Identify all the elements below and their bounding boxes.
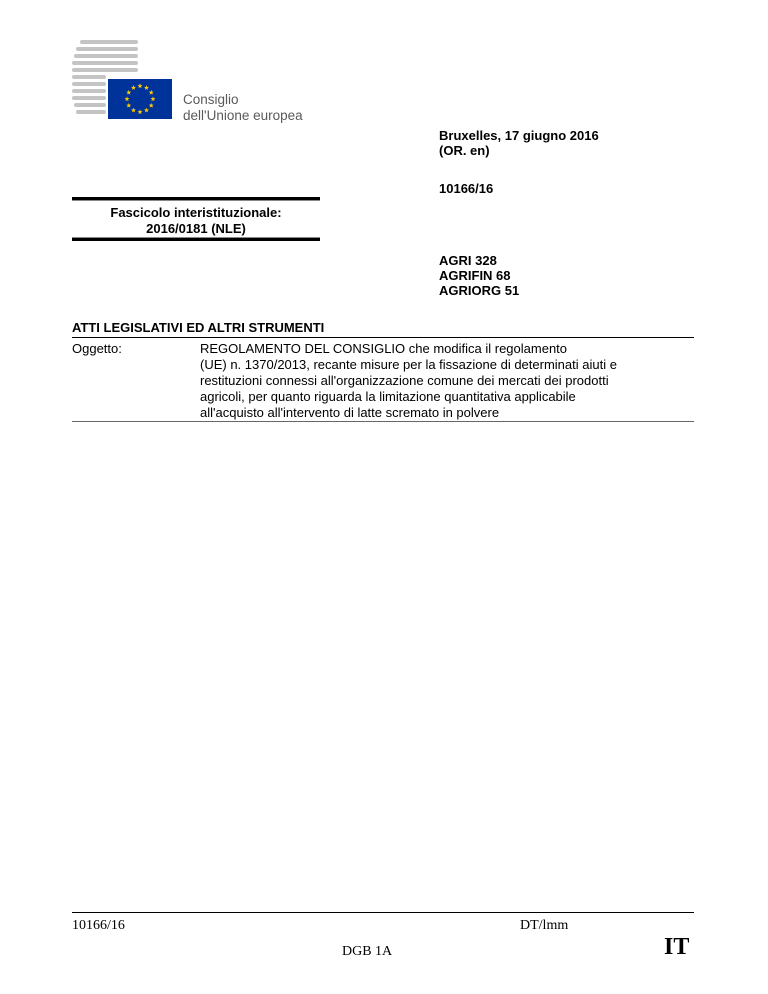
subject-label: Oggetto: — [72, 341, 122, 356]
dossier-number: 2016/0181 (NLE) — [146, 221, 246, 236]
footer-rule — [72, 912, 694, 913]
subject-line: REGOLAMENTO DEL CONSIGLIO che modifica il regolamento — [200, 341, 568, 356]
interinstitutional-file — [72, 197, 320, 241]
place-date: Bruxelles, 17 giugno 2016 — [439, 128, 599, 143]
subject-line: restituzioni connessi all'organizzazione comune dei mercati dei prodotti — [200, 373, 609, 388]
footer-doc-ref: 10166/16 — [72, 918, 125, 933]
subject-line: agricoli, per quanto riguarda la limitazione quantitativa applicabile — [200, 389, 576, 404]
subject-line: (UE) n. 1370/2013, recante misure per la fissazione di determinati aiuti e — [200, 357, 617, 372]
footer-initials: DT/lmm — [520, 918, 569, 933]
logo-line-1: Consiglio — [183, 92, 239, 107]
logo-line-2: dell'Unione europea — [183, 108, 303, 123]
doc-codes — [439, 253, 519, 298]
dossier-label: Fascicolo interistituzionale: — [110, 205, 282, 220]
doc-number: 10166/16 — [439, 181, 494, 196]
section-rule-bottom — [72, 421, 694, 422]
logo-text — [183, 92, 303, 124]
code-line: AGRI 328 — [439, 253, 497, 268]
footer-department: DGB 1A — [342, 944, 393, 959]
code-line: AGRIORG 51 — [439, 283, 520, 298]
footer-language: IT — [664, 934, 690, 960]
original-language: (OR. en) — [439, 143, 490, 158]
section-heading: ATTI LEGISLATIVI ED ALTRI STRUMENTI — [72, 320, 325, 335]
section-rule-top — [72, 337, 694, 338]
subject-line: all'acquisto all'intervento di latte scremato in polvere — [200, 405, 500, 420]
header-place-date — [439, 128, 599, 158]
code-line: AGRIFIN 68 — [439, 268, 511, 283]
subject-text — [200, 341, 694, 421]
